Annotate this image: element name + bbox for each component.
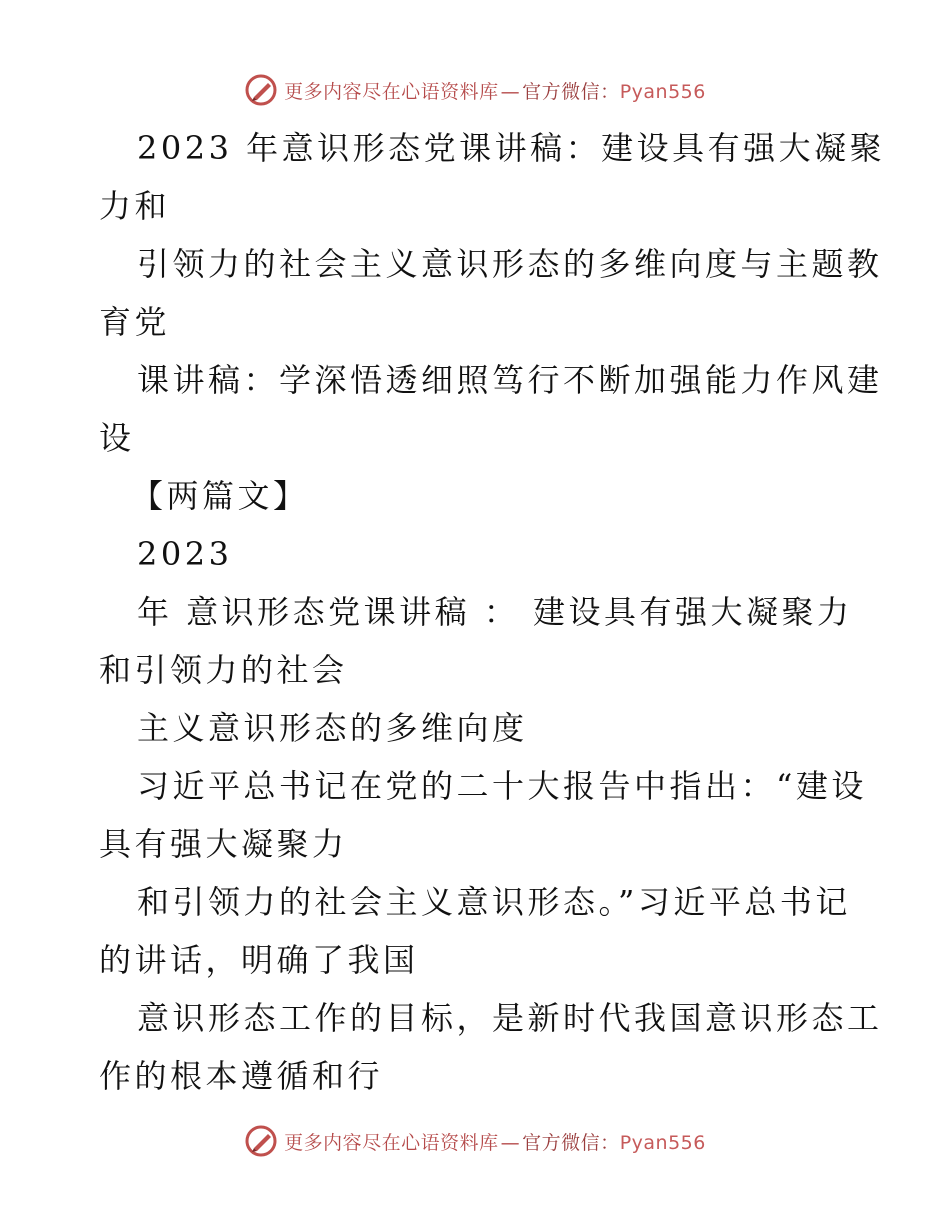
watermark-text	[284, 77, 706, 104]
body-line-2: 具有强大凝聚力	[99, 825, 348, 863]
title-line-5: 课讲稿：学深悟透细照笃行不断加强能力作风建	[137, 361, 883, 399]
heading-line-2: 和引领力的社会	[99, 651, 348, 689]
title-line-3: 引领力的社会主义意识形态的多维向度与主题教	[137, 245, 883, 283]
watermark-text	[284, 1128, 706, 1155]
brand-logo-icon	[244, 1124, 278, 1158]
watermark-label: 官方微信：	[522, 1131, 620, 1154]
title-line-4: 育党	[99, 303, 171, 341]
title-line-2: 力和	[99, 187, 171, 225]
watermark-id: Pyan556	[619, 1131, 706, 1154]
title-line-6: 设	[99, 419, 135, 457]
heading-line-1: 年 意识形态党课讲稿 ： 建设具有强大凝聚力	[137, 593, 853, 631]
watermark-site: 更多内容尽在心语资料库	[284, 1131, 499, 1154]
watermark-id: Pyan556	[619, 80, 706, 103]
subtitle-two-articles: 【两篇文】	[131, 477, 309, 515]
body-line-1: 习近平总书记在党的二十大报告中指出：“建设	[137, 767, 867, 805]
watermark-separator: —	[500, 80, 521, 103]
watermark-site: 更多内容尽在心语资料库	[284, 80, 499, 103]
header-watermark	[0, 70, 950, 110]
footer-watermark	[0, 1121, 950, 1161]
body-line-6: 作的根本遵循和行	[99, 1057, 384, 1095]
watermark-label: 官方微信：	[522, 80, 620, 103]
body-line-5: 意识形态工作的目标，是新时代我国意识形态工	[137, 999, 883, 1037]
watermark-separator: —	[500, 1131, 521, 1154]
heading-line-3: 主义意识形态的多维向度	[137, 709, 528, 747]
body-line-4: 的讲话，明确了我国	[99, 941, 419, 979]
brand-logo-icon	[244, 73, 278, 107]
year-line: 2023	[137, 535, 233, 573]
title-line-1: 2023 年意识形态党课讲稿：建设具有强大凝聚	[137, 129, 886, 167]
body-line-3: 和引领力的社会主义意识形态。”习近平总书记	[137, 883, 851, 921]
